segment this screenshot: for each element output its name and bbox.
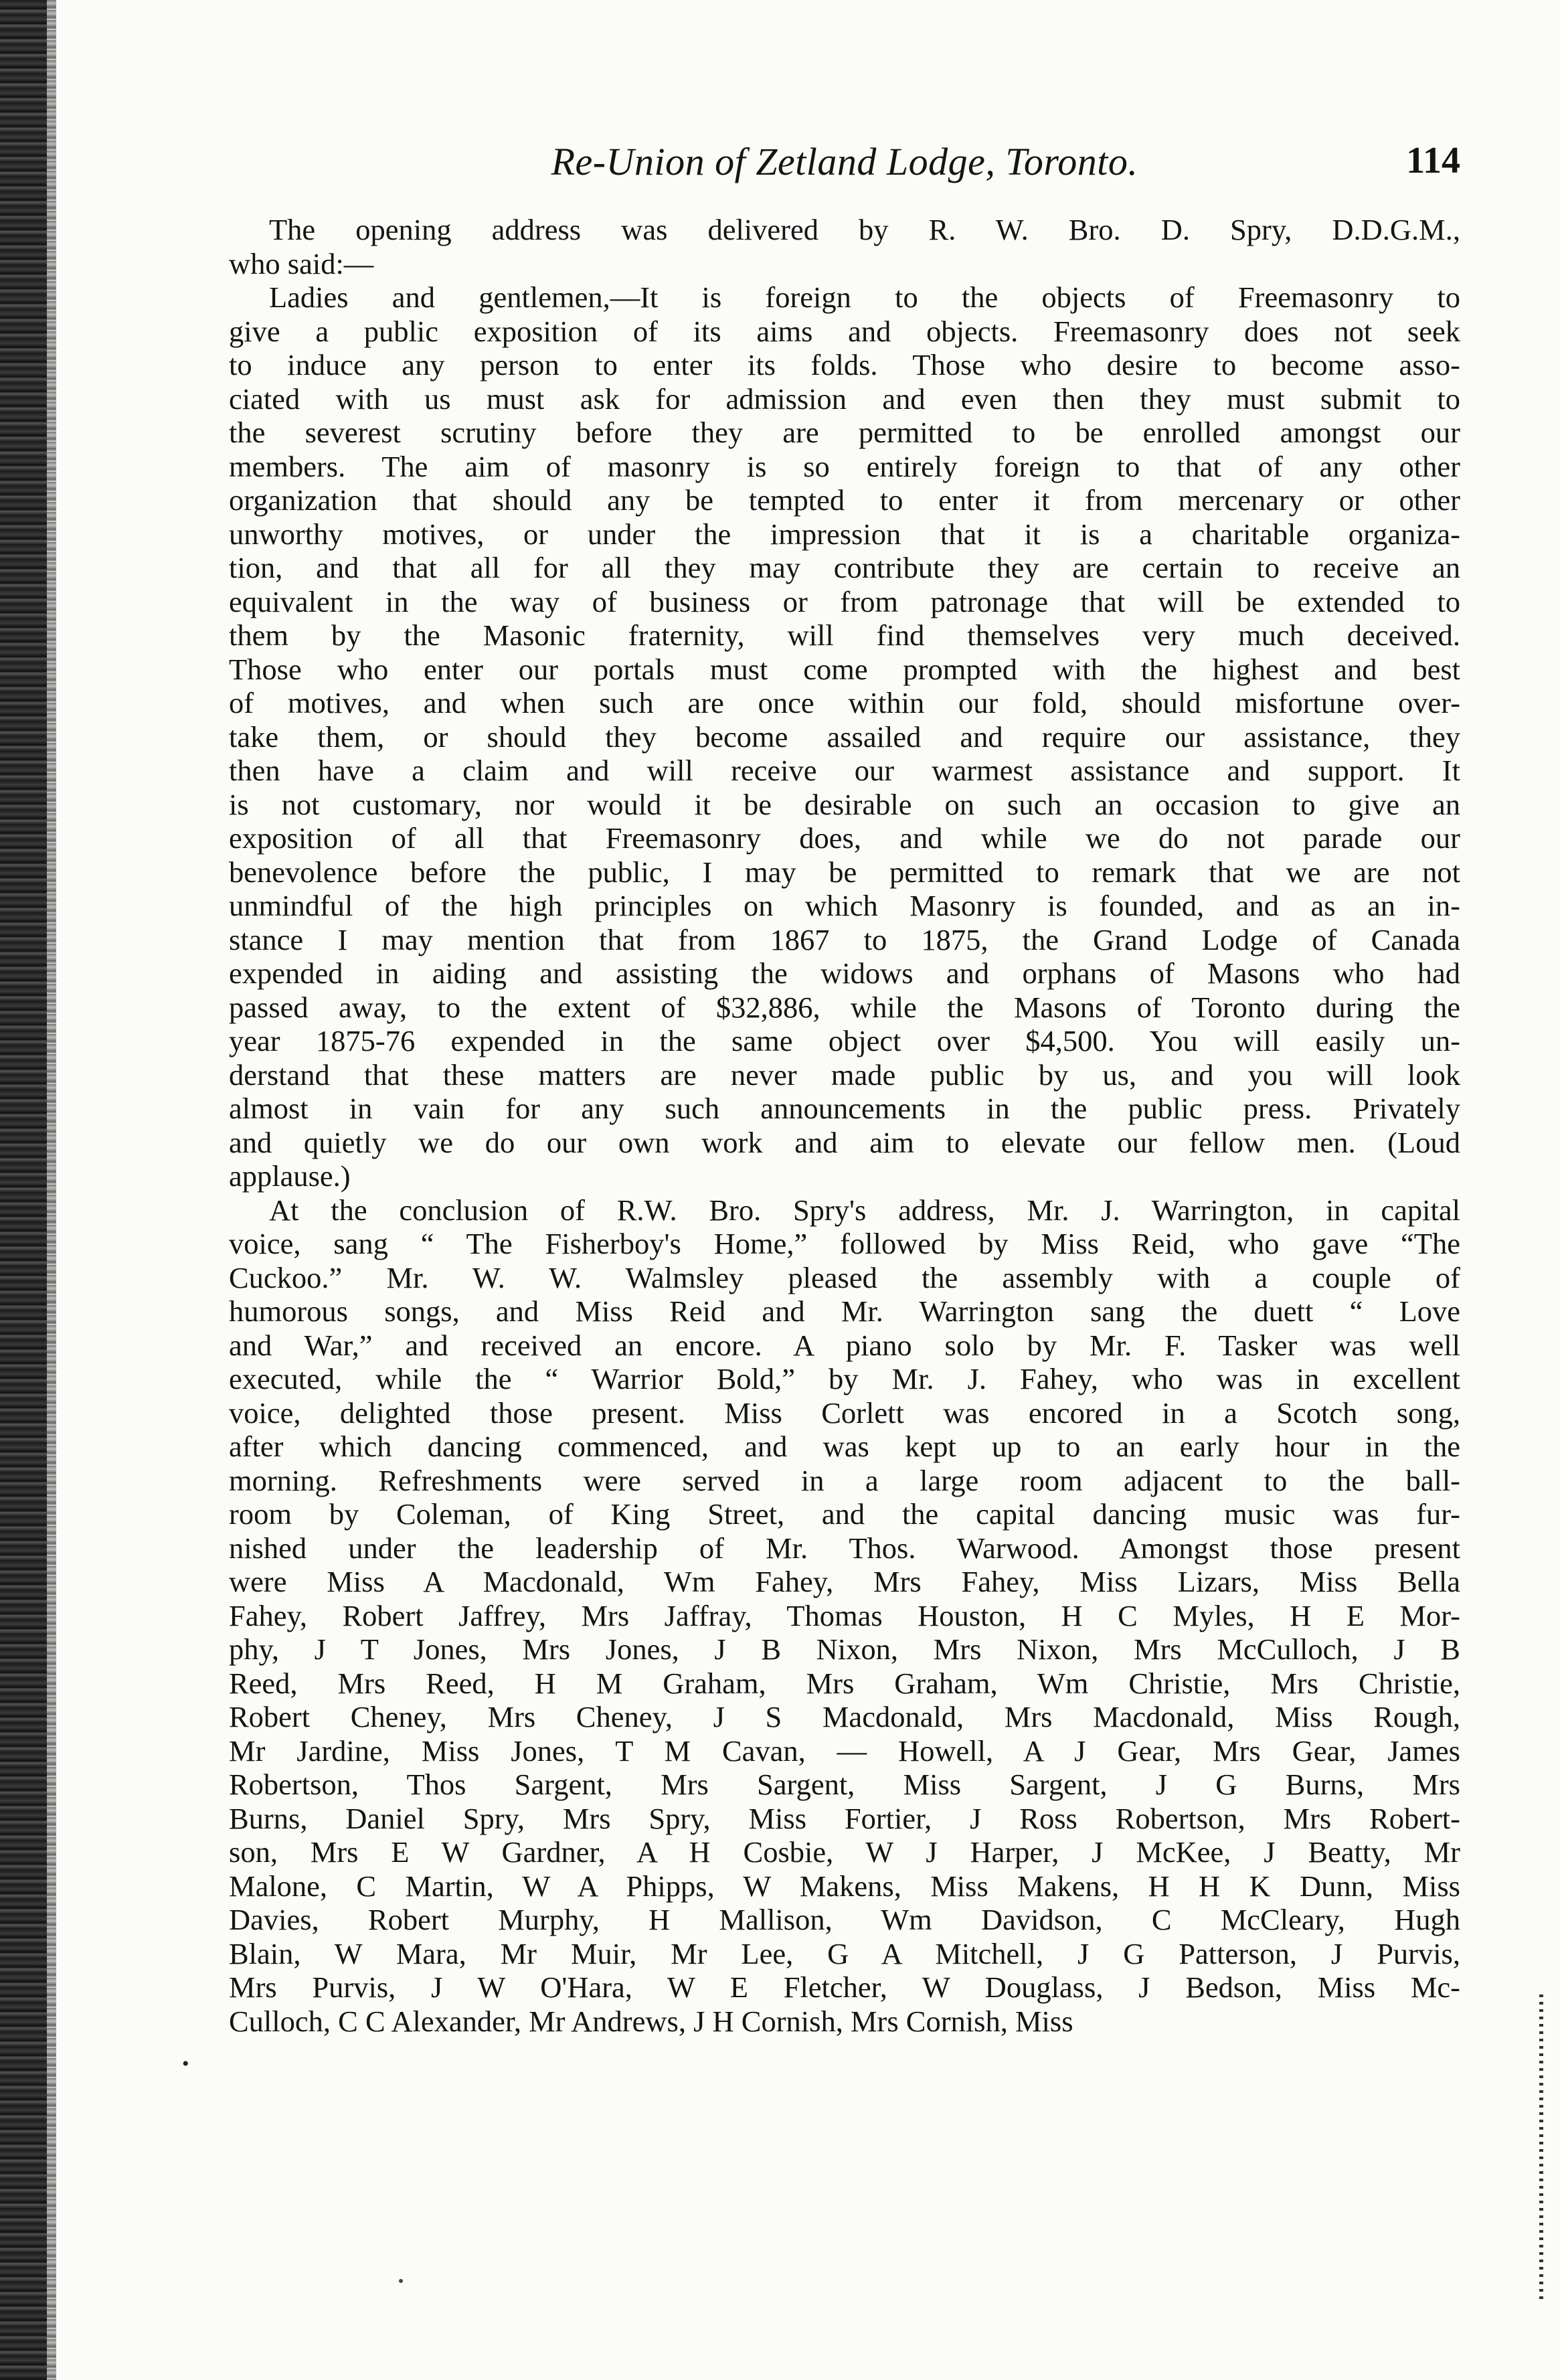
text-line: them by the Masonic fraternity, will find themselves very much deceived. xyxy=(229,618,1460,652)
text-line: exposition of all that Freemasonry does, and while we do not parade our xyxy=(229,821,1460,855)
body-text xyxy=(229,213,1460,2038)
text-line: unworthy motives, or under the impression that it is a charitable organiza- xyxy=(229,517,1460,551)
text-line: and quietly we do our own work and aim to elevate our fellow men. (Loud xyxy=(229,1125,1460,1159)
text-line: voice, sang “ The Fisherboy's Home,” followed by Miss Reid, who gave “The xyxy=(229,1227,1460,1260)
text-line: Reed, Mrs Reed, H M Graham, Mrs Graham, Wm Christie, Mrs Christie, xyxy=(229,1666,1460,1700)
page-title: Re-Union of Zetland Lodge, Toronto. xyxy=(551,140,1138,183)
text-line: Burns, Daniel Spry, Mrs Spry, Miss Fortier, J Ross Robertson, Mrs Robert- xyxy=(229,1801,1460,1835)
text-line: give a public exposition of its aims and objects. Freemasonry does not seek xyxy=(229,314,1460,348)
text-line: stance I may mention that from 1867 to 1875, the Grand Lodge of Canada xyxy=(229,922,1460,956)
text-line: passed away, to the extent of $32,886, while the Masons of Toronto during the xyxy=(229,990,1460,1024)
running-head xyxy=(229,139,1460,213)
text-line: who said:— xyxy=(229,246,374,280)
paragraph xyxy=(229,280,1460,1193)
text-line: Mrs Purvis, J W O'Hara, W E Fletcher, W Douglass, J Bedson, Miss Mc- xyxy=(229,1970,1460,2004)
text-line: Mr Jardine, Miss Jones, T M Cavan, — Howell, A J Gear, Mrs Gear, James xyxy=(229,1733,1460,1768)
text-line: tion, and that all for all they may contribute they are certain to receive an xyxy=(229,551,1460,584)
text-line: At the conclusion of R.W. Bro. Spry's address, Mr. J. Warrington, in capital xyxy=(269,1193,1460,1227)
text-line: Davies, Robert Murphy, H Mallison, Wm Davidson, C McCleary, Hugh xyxy=(229,1903,1460,1936)
text-line: room by Coleman, of King Street, and the capital dancing music was fur- xyxy=(229,1497,1460,1531)
paragraph xyxy=(229,213,1460,280)
text-line: equivalent in the way of business or from patronage that will be extended to xyxy=(229,584,1460,618)
text-line: year 1875-76 expended in the same object over $4,500. You will easily un- xyxy=(229,1024,1460,1057)
text-line: phy, J T Jones, Mrs Jones, J B Nixon, Mrs Nixon, Mrs McCulloch, J B xyxy=(229,1632,1460,1666)
text-line: of motives, and when such are once within our fold, should misfortune over- xyxy=(229,686,1460,719)
text-line: to induce any person to enter its folds. Those who desire to become asso- xyxy=(229,348,1460,381)
binding-edge xyxy=(0,0,56,2380)
text-line: morning. Refreshments were served in a large room adjacent to the ball- xyxy=(229,1463,1460,1497)
paragraph xyxy=(229,1193,1460,2039)
text-line: nished under the leadership of Mr. Thos. Warwood. Amongst those present xyxy=(229,1531,1460,1565)
text-line: the severest scrutiny before they are permitted to be enrolled amongst our xyxy=(229,416,1460,449)
text-line: Blain, W Mara, Mr Muir, Mr Lee, G A Mitchell, J G Patterson, J Purvis, xyxy=(229,1936,1460,1970)
text-line: organization that should any be tempted to enter it from mercenary or other xyxy=(229,483,1460,517)
text-line: Culloch, C C Alexander, Mr Andrews, J H Cornish, Mrs Cornish, Miss xyxy=(229,2004,1073,2038)
page-content xyxy=(229,139,1460,2038)
text-line: take them, or should they become assailed and require our assistance, they xyxy=(229,719,1460,754)
text-line: Cuckoo.” Mr. W. W. Walmsley pleased the assembly with a couple of xyxy=(229,1260,1460,1294)
margin-scan-noise xyxy=(1539,1994,1543,2302)
text-line: Those who enter our portals must come prompted with the highest and best xyxy=(229,652,1460,686)
text-line: applause.) xyxy=(229,1159,351,1193)
text-line: voice, delighted those present. Miss Corlett was encored in a Scotch song, xyxy=(229,1395,1460,1430)
text-line: The opening address was delivered by R. W. Bro. D. Spry, D.D.G.M., xyxy=(269,213,1460,246)
text-line: ciated with us must ask for admission and even then they must submit to xyxy=(229,381,1460,416)
text-line: unmindful of the high principles on which Masonry is founded, and as an in- xyxy=(229,889,1460,922)
text-line: and War,” and received an encore. A piano solo by Mr. F. Tasker was well xyxy=(229,1328,1460,1362)
scan-speck xyxy=(399,2279,403,2283)
text-line: Fahey, Robert Jaffrey, Mrs Jaffray, Thomas Houston, H C Myles, H E Mor- xyxy=(229,1598,1460,1632)
margin-mark: • xyxy=(182,2053,189,2075)
text-line: is not customary, nor would it be desirable on such an occasion to give an xyxy=(229,787,1460,821)
text-line: almost in vain for any such announcements in the public press. Privately xyxy=(229,1092,1460,1125)
text-line: Robertson, Thos Sargent, Mrs Sargent, Miss Sargent, J G Burns, Mrs xyxy=(229,1768,1460,1801)
text-line: Robert Cheney, Mrs Cheney, J S Macdonald, Mrs Macdonald, Miss Rough, xyxy=(229,1700,1460,1733)
text-line: after which dancing commenced, and was kept up to an early hour in the xyxy=(229,1430,1460,1463)
text-line: benevolence before the public, I may be permitted to remark that we are not xyxy=(229,855,1460,889)
text-line: Ladies and gentlemen,—It is foreign to the objects of Freemasonry to xyxy=(269,280,1460,314)
text-line: executed, while the “ Warrior Bold,” by Mr. J. Fahey, who was in excellent xyxy=(229,1362,1460,1395)
text-line: expended in aiding and assisting the widows and orphans of Masons who had xyxy=(229,956,1460,990)
text-line: were Miss A Macdonald, Wm Fahey, Mrs Fahey, Miss Lizars, Miss Bella xyxy=(229,1565,1460,1598)
text-line: then have a claim and will receive our warmest assistance and support. It xyxy=(229,754,1460,787)
page-number: 114 xyxy=(1406,140,1460,181)
text-line: members. The aim of masonry is so entirely foreign to that of any other xyxy=(229,449,1460,483)
text-line: son, Mrs E W Gardner, A H Cosbie, W J Harper, J McKee, J Beatty, Mr xyxy=(229,1835,1460,1869)
text-line: Malone, C Martin, W A Phipps, W Makens, Miss Makens, H H K Dunn, Miss xyxy=(229,1869,1460,1903)
text-line: derstand that these matters are never made public by us, and you will look xyxy=(229,1057,1460,1092)
text-line: humorous songs, and Miss Reid and Mr. Warrington sang the duett “ Love xyxy=(229,1294,1460,1328)
